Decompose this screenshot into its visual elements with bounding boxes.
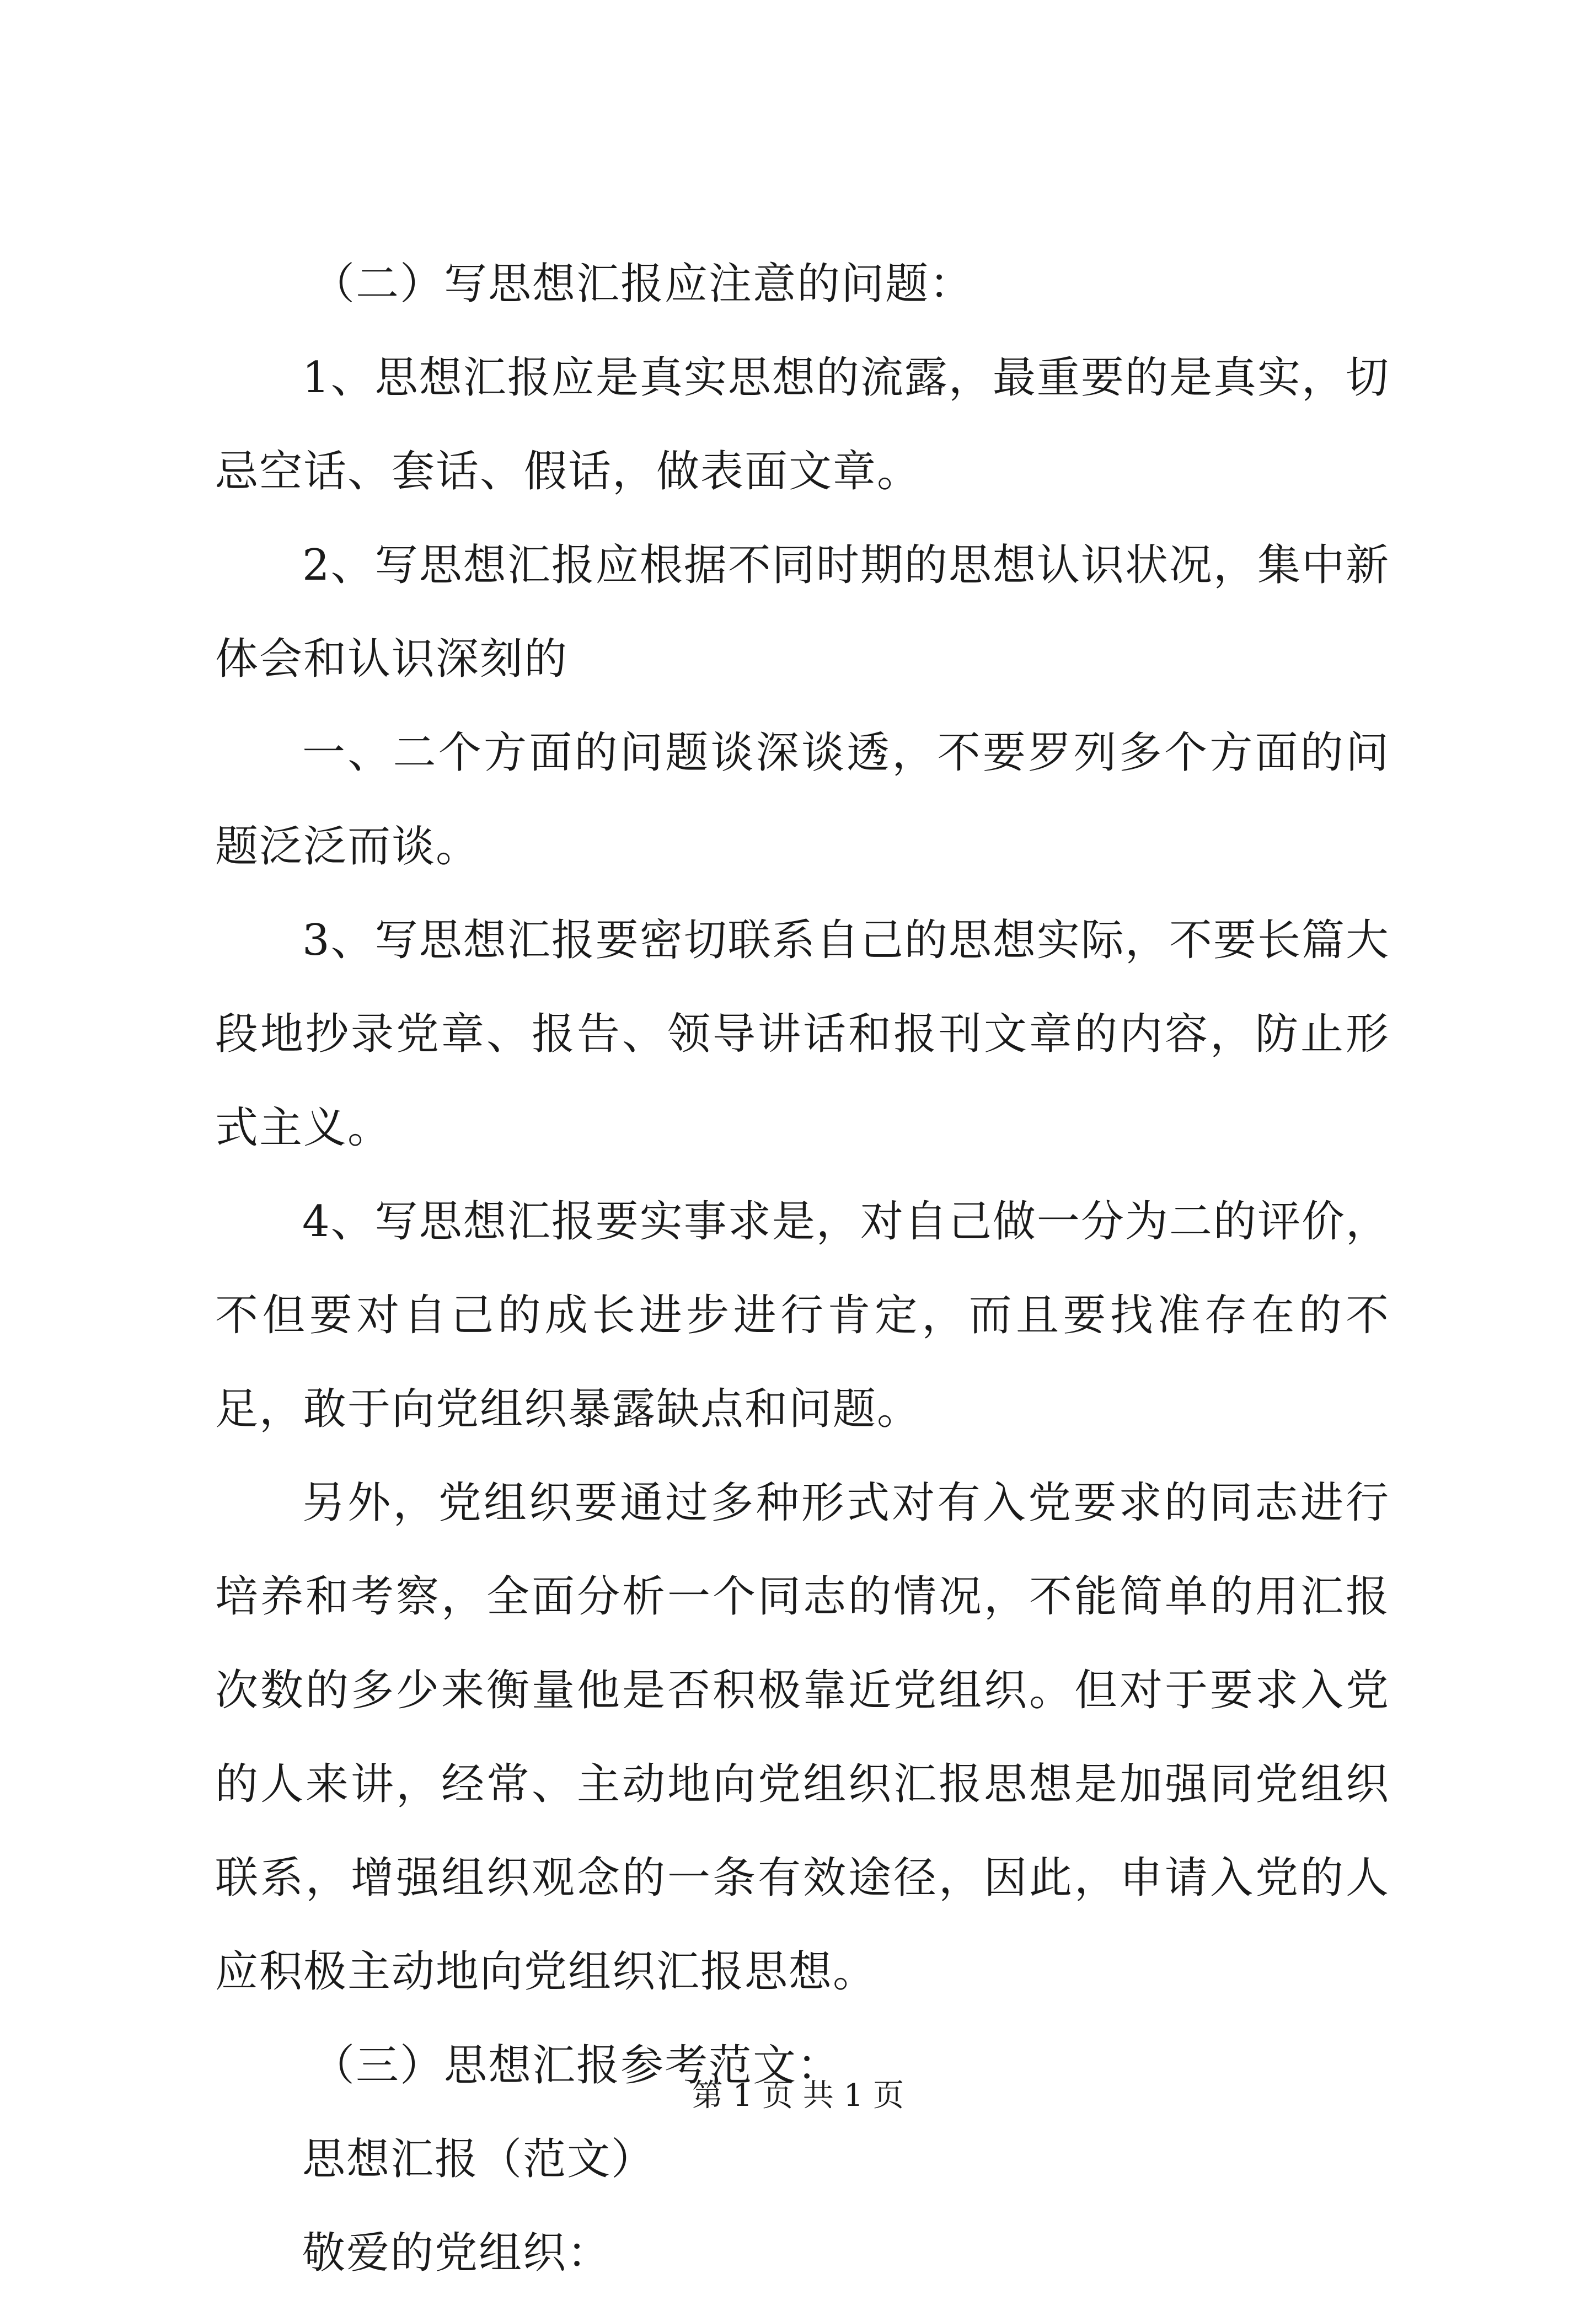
paragraph-point-3: 3、写思想汇报要密切联系自己的思想实际，不要长篇大段地抄录党章、报告、领导讲话和报刊文章的内容，防止形式主义。 bbox=[215, 916, 1390, 1153]
paragraph-point-2-continued: 一、二个方面的问题谈深谈透，不要罗列多个方面的问题泛泛而谈。 bbox=[215, 728, 1390, 871]
paragraph-point-2: 2、写思想汇报应根据不同时期的思想认识状况，集中新体会和认识深刻的 bbox=[215, 541, 1390, 684]
paragraph-additional-note: 另外，党组织要通过多种形式对有入党要求的同志进行培养和考察，全面分析一个同志的情况，不能简单的用汇报次数的多少来衡量他是否积极靠近党组织。但对于要求入党的人来讲，经常、主动地向党组织汇报思想是加强同党组织联系，增强组织观念的一条有效途径，因此，申请入党的人应积极主动地向党组织汇报思想。 bbox=[215, 1478, 1390, 1997]
document-body bbox=[215, 237, 1390, 2300]
section-heading-2: （二）写思想汇报应注意的问题： bbox=[312, 259, 974, 309]
paragraph-point-1: 1、思想汇报应是真实思想的流露，最重要的是真实，切忌空话、套话、假话，做表面文章。 bbox=[215, 353, 1390, 496]
salutation: 敬爱的党组织： bbox=[302, 2228, 612, 2278]
page-number-footer: 第 1 页 共 1 页 bbox=[692, 2078, 904, 2114]
section-heading-3: （三）思想汇报参考范文： bbox=[312, 2041, 842, 2090]
paragraph-point-4: 4、写思想汇报要实事求是，对自己做一分为二的评价，不但要对自己的成长进步进行肯定，而且要找准存在的不足，敢于向党组织暴露缺点和问题。 bbox=[215, 1197, 1390, 1434]
sample-title: 思想汇报（范文） bbox=[302, 2135, 656, 2184]
